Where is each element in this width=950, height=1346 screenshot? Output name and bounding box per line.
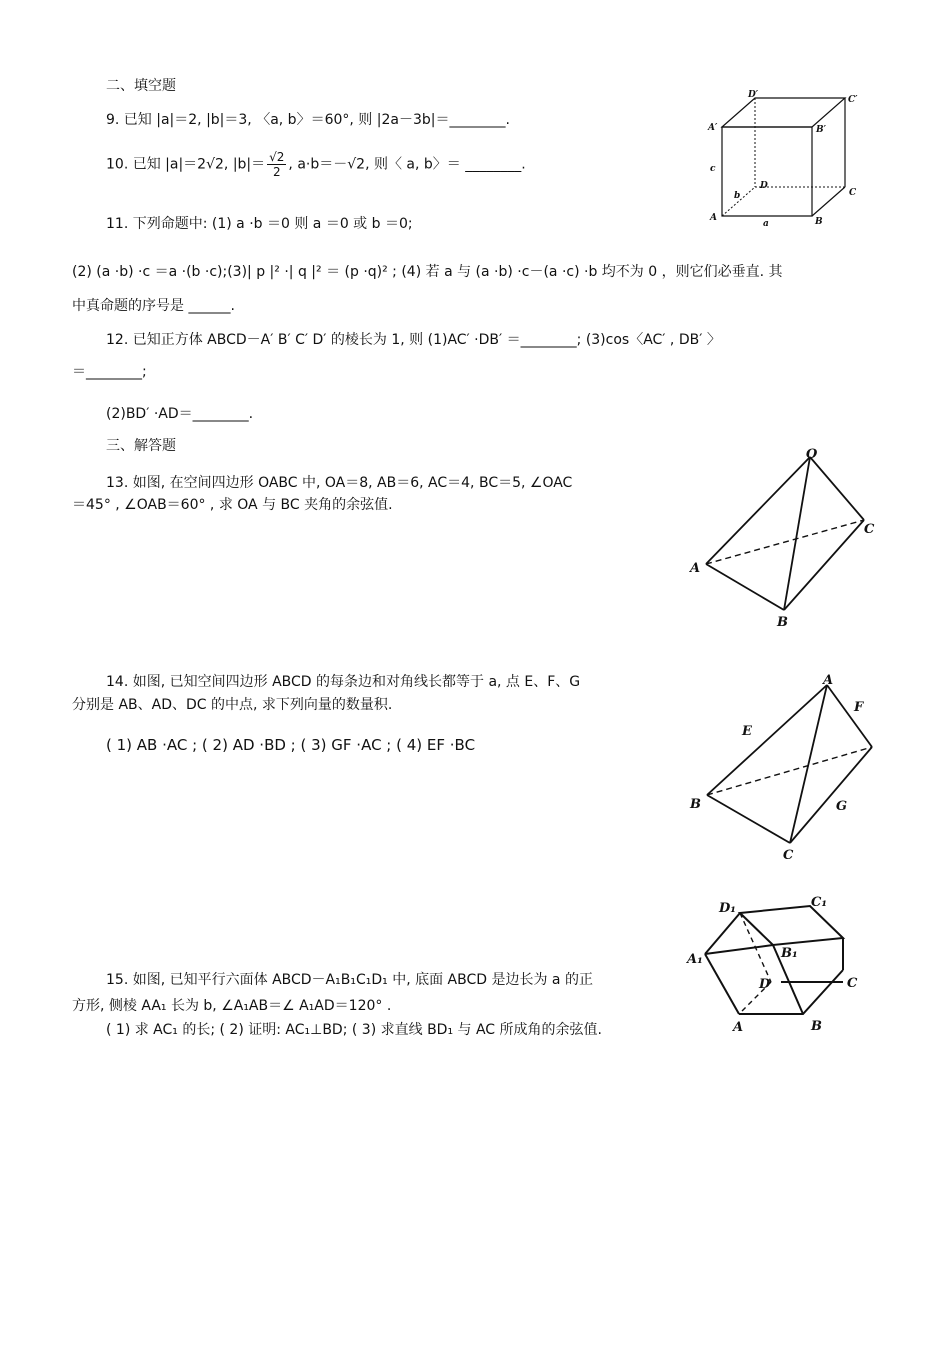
cube-label-a-edge: a — [763, 219, 769, 229]
question-11-line2: (2) (a ·b) ·c ＝a ·(b ·c);(3)| p |² ·| q |² ＝ (p ·q)² ; (4) 若 a 与 (a ·b) ·c－(a ·c) ·b 均不为 0 ，则它们必垂直. 其 — [72, 264, 783, 280]
para-label-a: A — [733, 1020, 744, 1035]
section-answer: 三、解答题 — [106, 438, 176, 454]
para-label-d1: D₁ — [719, 901, 736, 916]
question-11-line3: 中真命题的序号是 ______. — [72, 298, 235, 314]
tetra1-label-o: O — [806, 447, 818, 462]
tetrahedron-abcd-figure — [680, 665, 880, 865]
tetra1-label-c: C — [864, 522, 875, 537]
para-label-b1: B₁ — [781, 946, 798, 961]
fraction-denominator: 2 — [272, 165, 281, 179]
para-label-d: D — [759, 977, 771, 992]
question-15-line3: ( 1) 求 AC₁ 的长; ( 2) 证明: AC₁⊥BD; ( 3) 求直线 BD₁ 与 AC 所成角的余弦值. — [106, 1022, 602, 1038]
cube-label-a-prime: A′ — [708, 123, 718, 133]
question-11-line1: 11. 下列命题中: (1) a ·b ＝0 则 a ＝0 或 b ＝0; — [106, 216, 413, 232]
tetra1-label-b: B — [777, 615, 788, 630]
question-10 — [106, 150, 526, 179]
tetra2-label-g: G — [836, 799, 848, 814]
cube-label-b: B — [815, 217, 823, 227]
tetra2-label-c: C — [783, 848, 794, 863]
tetra2-label-a: A — [823, 673, 834, 688]
question-10-post: , a·b＝－√2, 则〈 a, b〉＝ ________. — [288, 156, 526, 173]
question-12-line3: (2)BD′ ·AD＝________. — [106, 406, 254, 422]
cube-label-d-prime: D′ — [748, 90, 759, 100]
tetra2-label-b: B — [690, 797, 701, 812]
para-label-b: B — [811, 1019, 822, 1034]
question-13-line1: 13. 如图, 在空间四边形 OABC 中, OA＝8, AB＝6, AC＝4, BC＝5, ∠OAC — [106, 475, 573, 491]
question-13-line2: ＝45° , ∠OAB＝60° , 求 OA 与 BC 夹角的余弦值. — [72, 497, 393, 513]
cube-label-d: D — [760, 181, 768, 191]
question-14-line2: 分别是 AB、AD、DC 的中点, 求下列向量的数量积. — [72, 697, 393, 713]
fraction-numerator: √2 — [269, 150, 285, 164]
question-12-line2: ＝________; — [72, 364, 147, 380]
cube-label-b-edge: b — [734, 191, 741, 201]
question-15-line1: 15. 如图, 已知平行六面体 ABCD－A₁B₁C₁D₁ 中, 底面 ABCD 是边长为 a 的正 — [106, 972, 593, 988]
question-15-line2: 方形, 侧棱 AA₁ 长为 b, ∠A₁AB＝∠ A₁AD＝120° . — [72, 998, 392, 1014]
cube-label-c-prime: C′ — [848, 95, 858, 105]
para-label-c: C — [847, 976, 858, 991]
cube-label-a: A — [710, 213, 717, 223]
fraction — [267, 150, 286, 179]
tetra2-label-f: F — [854, 700, 864, 715]
question-14-line1: 14. 如图, 已知空间四边形 ABCD 的每条边和对角线长都等于 a, 点 E、F、G — [106, 674, 581, 690]
para-label-c1: C₁ — [811, 895, 828, 910]
cube-label-b-prime: B′ — [816, 125, 826, 135]
question-12-line1: 12. 已知正方体 ABCD－A′ B′ C′ D′ 的棱长为 1, 则 (1)AC′ ·DB′ ＝________; (3)cos〈AC′ , DB′ 〉 — [106, 332, 721, 348]
tetrahedron-oabc-figure — [680, 440, 880, 630]
question-10-pre: 10. 已知 |a|＝2√2, |b|＝ — [106, 156, 266, 173]
cube-figure — [700, 86, 870, 231]
question-14-line3: ( 1) AB ·AC ; ( 2) AD ·BD ; ( 3) GF ·AC ; ( 4) EF ·BC — [106, 736, 476, 754]
question-9: 9. 已知 |a|＝2, |b|＝3, 〈a, b〉＝60°, 则 |2a－3b|＝________. — [106, 112, 510, 128]
cube-label-c: C — [849, 188, 857, 198]
parallelepiped-figure — [685, 890, 875, 1040]
para-label-a1: A₁ — [687, 952, 703, 967]
cube-label-c-edge: c — [710, 164, 716, 174]
section-fill-blank: 二、填空题 — [106, 78, 176, 94]
tetra2-label-e: E — [742, 724, 752, 739]
tetra1-label-a: A — [690, 561, 701, 576]
